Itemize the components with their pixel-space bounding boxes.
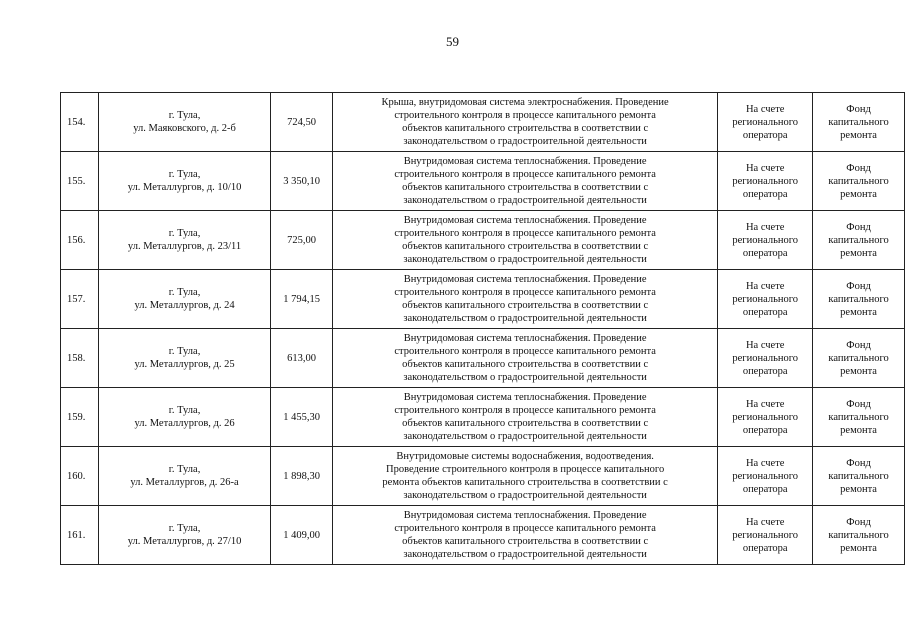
- work-description-cell: [332, 270, 717, 329]
- fund-line: ремонта: [840, 365, 877, 377]
- fund-line: капитального: [828, 293, 889, 305]
- fund-line: ремонта: [840, 424, 877, 436]
- fund-line: капитального: [828, 116, 889, 128]
- address-cell: [98, 211, 270, 270]
- account-method-line: оператора: [742, 365, 788, 377]
- work-description-line: объектов капитального строительства в соответствии с: [402, 241, 649, 252]
- fund-line: капитального: [828, 529, 889, 541]
- work-description-line: Внутридомовая система теплоснабжения. Проведение: [403, 392, 647, 403]
- work-description-cell: [332, 447, 717, 506]
- area-cell: 1 898,30: [271, 447, 333, 506]
- work-description-line: законодательством о градостроительной деятельности: [403, 549, 647, 560]
- work-description-line: Внутридомовые системы водоснабжения, водоотведения.: [396, 451, 654, 462]
- address-cell: [98, 506, 270, 565]
- account-method-line: регионального: [732, 293, 799, 305]
- account-method-cell: [718, 447, 813, 506]
- account-method-line: оператора: [742, 247, 788, 259]
- row-number-cell: 160.: [61, 447, 99, 506]
- fund-cell: [813, 93, 905, 152]
- area-cell: 725,00: [271, 211, 333, 270]
- fund-cell: [813, 506, 905, 565]
- account-method-cell: [718, 329, 813, 388]
- account-method-line: регионального: [732, 470, 799, 482]
- work-description-line: Внутридомовая система теплоснабжения. Проведение: [403, 510, 647, 521]
- area-cell: 1 455,30: [271, 388, 333, 447]
- work-description-line: строительного контроля в процессе капитального ремонта: [394, 523, 656, 534]
- address-city: г. Тула,: [168, 464, 201, 475]
- work-description-line: объектов капитального строительства в соответствии с: [402, 359, 649, 370]
- area-cell: 1 409,00: [271, 506, 333, 565]
- table-row: [61, 152, 905, 211]
- work-description-cell: [332, 211, 717, 270]
- address-street: ул. Металлургов, д. 27/10: [127, 536, 242, 547]
- row-number-cell: 154.: [61, 93, 99, 152]
- address-cell: [98, 93, 270, 152]
- work-description-line: законодательством о градостроительной деятельности: [403, 195, 647, 206]
- address-street: ул. Маяковского, д. 2-б: [133, 123, 236, 134]
- address-city: г. Тула,: [168, 523, 201, 534]
- page-number: 59: [446, 34, 459, 49]
- work-description-line: Крыша, внутридомовая система электроснабжения. Проведение: [381, 97, 669, 108]
- fund-line: ремонта: [840, 306, 877, 318]
- fund-line: ремонта: [840, 129, 877, 141]
- work-description-cell: [332, 388, 717, 447]
- account-method-line: оператора: [742, 188, 788, 200]
- work-description-line: строительного контроля в процессе капитального ремонта: [394, 405, 656, 416]
- address-city: г. Тула,: [168, 405, 201, 416]
- fund-cell: [813, 447, 905, 506]
- area-cell: 613,00: [271, 329, 333, 388]
- fund-line: капитального: [828, 470, 889, 482]
- fund-line: Фонд: [846, 103, 871, 115]
- address-street: ул. Металлургов, д. 25: [134, 359, 235, 370]
- work-description-line: Внутридомовая система теплоснабжения. Проведение: [403, 215, 647, 226]
- account-method-line: На счете: [745, 280, 785, 292]
- table-row: [61, 270, 905, 329]
- fund-cell: [813, 270, 905, 329]
- account-method-line: оператора: [742, 129, 788, 141]
- table-row: [61, 506, 905, 565]
- work-description-line: ремонта объектов капитального строительства в соответствии с: [382, 477, 668, 488]
- address-street: ул. Металлургов, д. 26: [134, 418, 235, 429]
- account-method-cell: [718, 506, 813, 565]
- account-method-line: На счете: [745, 221, 785, 233]
- table-row: [61, 93, 905, 152]
- fund-line: ремонта: [840, 483, 877, 495]
- account-method-cell: [718, 93, 813, 152]
- fund-line: капитального: [828, 234, 889, 246]
- account-method-line: На счете: [745, 516, 785, 528]
- account-method-cell: [718, 270, 813, 329]
- work-description-line: законодательством о градостроительной деятельности: [403, 254, 647, 265]
- work-description-line: Внутридомовая система теплоснабжения. Проведение: [403, 156, 647, 167]
- account-method-line: оператора: [742, 483, 788, 495]
- table-body: [61, 93, 905, 565]
- work-description-cell: [332, 152, 717, 211]
- account-method-line: регионального: [732, 352, 799, 364]
- fund-line: Фонд: [846, 339, 871, 351]
- address-cell: [98, 329, 270, 388]
- account-method-line: На счете: [745, 339, 785, 351]
- account-method-line: На счете: [745, 457, 785, 469]
- fund-cell: [813, 388, 905, 447]
- work-description-line: строительного контроля в процессе капитального ремонта: [394, 346, 656, 357]
- table-row: [61, 447, 905, 506]
- row-number-cell: 158.: [61, 329, 99, 388]
- fund-cell: [813, 329, 905, 388]
- address-city: г. Тула,: [168, 346, 201, 357]
- area-cell: 3 350,10: [271, 152, 333, 211]
- account-method-line: На счете: [745, 162, 785, 174]
- account-method-cell: [718, 152, 813, 211]
- address-city: г. Тула,: [168, 110, 201, 121]
- account-method-line: оператора: [742, 424, 788, 436]
- work-description-line: законодательством о градостроительной деятельности: [403, 372, 647, 383]
- fund-line: Фонд: [846, 221, 871, 233]
- account-method-line: регионального: [732, 116, 799, 128]
- fund-line: Фонд: [846, 516, 871, 528]
- work-description-line: объектов капитального строительства в соответствии с: [402, 418, 649, 429]
- address-street: ул. Металлургов, д. 10/10: [127, 182, 242, 193]
- work-description-cell: [332, 329, 717, 388]
- work-description-cell: [332, 93, 717, 152]
- work-description-line: законодательством о градостроительной деятельности: [403, 490, 647, 501]
- address-cell: [98, 152, 270, 211]
- work-description-line: объектов капитального строительства в соответствии с: [402, 536, 649, 547]
- address-street: ул. Металлургов, д. 24: [134, 300, 235, 311]
- fund-line: ремонта: [840, 247, 877, 259]
- repair-registry-table: [60, 92, 905, 565]
- account-method-cell: [718, 388, 813, 447]
- work-description-cell: [332, 506, 717, 565]
- fund-line: ремонта: [840, 188, 877, 200]
- work-description-line: Внутридомовая система теплоснабжения. Проведение: [403, 333, 647, 344]
- address-city: г. Тула,: [168, 228, 201, 239]
- row-number-cell: 156.: [61, 211, 99, 270]
- work-description-line: Внутридомовая система теплоснабжения. Проведение: [403, 274, 647, 285]
- account-method-line: На счете: [745, 103, 785, 115]
- table-row: [61, 329, 905, 388]
- work-description-line: законодательством о градостроительной деятельности: [403, 136, 647, 147]
- fund-cell: [813, 211, 905, 270]
- address-cell: [98, 270, 270, 329]
- row-number-cell: 157.: [61, 270, 99, 329]
- work-description-line: строительного контроля в процессе капитального ремонта: [394, 228, 656, 239]
- fund-line: Фонд: [846, 457, 871, 469]
- work-description-line: законодательством о градостроительной деятельности: [403, 313, 647, 324]
- work-description-line: законодательством о градостроительной деятельности: [403, 431, 647, 442]
- address-street: ул. Металлургов, д. 23/11: [127, 241, 242, 252]
- work-description-line: строительного контроля в процессе капитального ремонта: [394, 169, 656, 180]
- table-row: [61, 211, 905, 270]
- work-description-line: строительного контроля в процессе капитального ремонта: [394, 110, 656, 121]
- account-method-line: регионального: [732, 411, 799, 423]
- work-description-line: Проведение строительного контроля в процессе капитального: [386, 464, 665, 475]
- row-number-cell: 155.: [61, 152, 99, 211]
- fund-cell: [813, 152, 905, 211]
- table-row: [61, 388, 905, 447]
- account-method-cell: [718, 211, 813, 270]
- address-street: ул. Металлургов, д. 26-а: [130, 477, 239, 488]
- area-cell: 1 794,15: [271, 270, 333, 329]
- work-description-line: строительного контроля в процессе капитального ремонта: [394, 287, 656, 298]
- address-city: г. Тула,: [168, 169, 201, 180]
- row-number-cell: 159.: [61, 388, 99, 447]
- account-method-line: оператора: [742, 542, 788, 554]
- work-description-line: объектов капитального строительства в соответствии с: [402, 182, 649, 193]
- area-cell: 724,50: [271, 93, 333, 152]
- fund-line: капитального: [828, 175, 889, 187]
- account-method-line: регионального: [732, 529, 799, 541]
- work-description-line: объектов капитального строительства в соответствии с: [402, 300, 649, 311]
- fund-line: Фонд: [846, 398, 871, 410]
- address-cell: [98, 388, 270, 447]
- fund-line: капитального: [828, 352, 889, 364]
- fund-line: Фонд: [846, 280, 871, 292]
- work-description-line: объектов капитального строительства в соответствии с: [402, 123, 649, 134]
- fund-line: ремонта: [840, 542, 877, 554]
- fund-line: капитального: [828, 411, 889, 423]
- fund-line: Фонд: [846, 162, 871, 174]
- account-method-line: регионального: [732, 234, 799, 246]
- account-method-line: регионального: [732, 175, 799, 187]
- account-method-line: На счете: [745, 398, 785, 410]
- address-city: г. Тула,: [168, 287, 201, 298]
- account-method-line: оператора: [742, 306, 788, 318]
- row-number-cell: 161.: [61, 506, 99, 565]
- address-cell: [98, 447, 270, 506]
